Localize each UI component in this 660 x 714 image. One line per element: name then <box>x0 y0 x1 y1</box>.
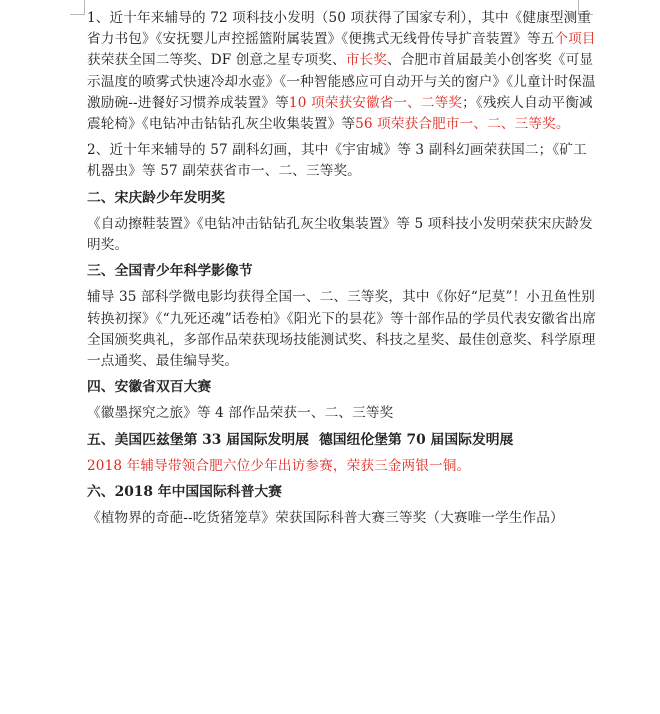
page-corner-mark-left <box>70 0 85 15</box>
paragraph-song-qingling: 《自动擦鞋装置》《电钻冲击钻钻孔灰尘收集装置》等 5 项科技小发明荣获宋庆龄发明奖。 <box>87 215 593 254</box>
highlight-text: 10 项荣获安徽省一、二等奖 <box>288 94 463 111</box>
highlight-text: 个项目 <box>554 31 596 48</box>
heading-song-qingling-award: 二、宋庆龄少年发明奖 <box>87 189 225 206</box>
text-run: 1、近十年来辅导的 72 项科技小发明（50 项获得了国家专利），其中《健康型测重省力书包》《安抚婴儿声控摇篮附属装置》《便携式无线骨传导扩音装置》等五 <box>87 10 592 48</box>
heading-anhui-contest: 四、安徽省双百大赛 <box>87 379 212 396</box>
highlight-text: 荣获三金两银一铜。 <box>346 457 471 474</box>
text-run: 、合肥市首届最美小创客奖《可显示温度的喷雾式快速冷却水壶》《一种智能感应可自动开与关的窗户》《儿童计时保温激励碗--进餐好习惯养成装置》等 <box>87 52 596 111</box>
heading-international-invention-expo <box>87 430 597 451</box>
paragraph-expo-result <box>87 456 597 477</box>
heading-part: 五、美国匹兹堡第 33 届国际发明展 <box>87 431 309 448</box>
paragraph-inventions <box>87 8 597 135</box>
paragraph-science-popularization: 《植物界的奇葩--吃货猪笼草》荣获国际科普大赛三等奖（大赛唯一学生作品） <box>87 510 564 527</box>
highlight-text: 56 项荣获合肥市一、二、三等奖。 <box>355 116 570 133</box>
heading-part: 德国纽伦堡第 70 届国际发明展 <box>318 431 514 448</box>
text-run: ；《残疾人自动平衡减震轮椅》《电钻冲击钻钻孔灰尘收集装置》等 <box>87 94 593 133</box>
highlight-text: 2018 年辅导带领合肥六位少年出访参赛， <box>87 457 347 474</box>
text-run: 获荣获全国二等奖、DF 创意之星专项奖、 <box>87 52 346 69</box>
paragraph-anhui-contest: 《徽墨探究之旅》等 4 部作品荣获一、二、三等奖 <box>87 405 394 422</box>
document-body <box>87 8 597 534</box>
heading-science-film-festival: 三、全国青少年科学影像节 <box>87 263 253 280</box>
heading-science-popularization-contest: 六、2018 年中国国际科普大赛 <box>87 484 282 501</box>
paragraph-sci-fi-paintings: 2、近十年来辅导的 57 副科幻画，其中《宇宙城》等 3 副科幻画荣获国二；《矿工机器虫》等 57 副荣获省市一、二、三等奖。 <box>87 142 587 180</box>
highlight-text: 市长奖 <box>345 52 387 69</box>
paragraph-science-film: 辅导 35 部科学微电影均获得全国一、二、三等奖，其中《你好“尼莫”！小丑鱼性别转换初探》《“九死还魂”话卷柏》《阳光下的昙花》等十部作品的学员代表安徽省出席全国颁奖典礼，多部作品荣获现场技能测试奖、科技之星奖、最佳创意奖、科学原理一点通奖、最佳编导奖。 <box>87 289 597 370</box>
